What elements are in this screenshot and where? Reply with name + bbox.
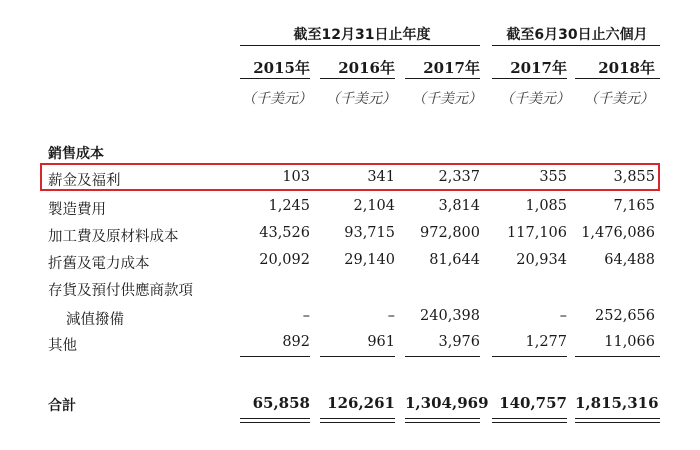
cell-2016: 341	[367, 169, 395, 185]
total-2016: 126,261	[327, 394, 395, 412]
cell-2017: 3,976	[438, 334, 480, 350]
cell-2015: 1,245	[268, 198, 310, 214]
header-year-2017-h1: 2017年	[510, 59, 567, 77]
header-group-rule-six-months	[492, 45, 660, 46]
cell-2017-h1: 355	[539, 169, 567, 185]
unit-label: （千美元）	[500, 91, 570, 107]
total-rule-upper	[575, 418, 660, 419]
cell-2016: –	[387, 308, 395, 324]
total-rule-upper	[492, 418, 567, 419]
total-2015: 65,858	[252, 394, 310, 412]
section-title: 銷售成本	[48, 146, 104, 162]
cell-2017-h1: 20,934	[516, 252, 567, 268]
total-rule-lower	[492, 422, 567, 423]
total-2018-h1: 1,815,316	[575, 394, 659, 412]
unit-label: （千美元）	[242, 91, 312, 107]
row-label: 製造費用	[48, 202, 106, 218]
header-group-year-end: 截至12月31日止年度	[293, 27, 431, 43]
total-2017: 1,304,969	[405, 394, 489, 412]
cell-2018-h1: 1,476,086	[581, 225, 655, 241]
cell-2017: 240,398	[420, 308, 480, 324]
cell-2015: 43,526	[259, 225, 310, 241]
total-rule-lower	[240, 422, 310, 423]
cell-2018-h1: 64,488	[604, 252, 655, 268]
row-label: 減值撥備	[66, 312, 124, 328]
subtotal-rule	[240, 356, 310, 357]
cell-2016: 93,715	[344, 225, 395, 241]
total-2017-h1: 140,757	[499, 394, 567, 412]
year-rule	[405, 78, 480, 79]
subtotal-rule	[492, 356, 567, 357]
cell-2017-h1: 1,085	[525, 198, 567, 214]
cell-2015: 103	[282, 169, 310, 185]
subtotal-rule	[320, 356, 395, 357]
header-group-rule-year-end	[240, 45, 480, 46]
total-rule-upper	[405, 418, 480, 419]
cell-2015: –	[302, 308, 310, 324]
year-rule	[575, 78, 660, 79]
cell-2015: 20,092	[259, 252, 310, 268]
cell-2017: 3,814	[438, 198, 480, 214]
row-label: 其他	[48, 338, 77, 354]
cell-2018-h1: 252,656	[595, 308, 655, 324]
cell-2016: 2,104	[353, 198, 395, 214]
cell-2018-h1: 3,855	[613, 169, 655, 185]
unit-label: （千美元）	[412, 91, 482, 107]
header-group-six-months: 截至6月30日止六個月	[506, 27, 648, 43]
header-year-2018-h1: 2018年	[598, 59, 655, 77]
subtotal-rule	[405, 356, 480, 357]
header-year-2015: 2015年	[253, 59, 310, 77]
cell-2017-h1: 117,106	[507, 225, 567, 241]
total-rule-lower	[405, 422, 480, 423]
cell-2017: 972,800	[420, 225, 480, 241]
row-label: 存貨及預付供應商款項	[48, 283, 193, 299]
cell-2018-h1: 7,165	[613, 198, 655, 214]
cell-2016: 29,140	[344, 252, 395, 268]
cell-2015: 892	[282, 334, 310, 350]
unit-label: （千美元）	[584, 91, 654, 107]
row-label: 折舊及電力成本	[48, 256, 150, 272]
cell-2017: 81,644	[429, 252, 480, 268]
row-label: 加工費及原材料成本	[48, 229, 179, 245]
cell-2017-h1: –	[559, 308, 567, 324]
cell-2016: 961	[367, 334, 395, 350]
unit-label: （千美元）	[326, 91, 396, 107]
subtotal-rule	[575, 356, 660, 357]
header-year-2017: 2017年	[423, 59, 480, 77]
total-rule-upper	[320, 418, 395, 419]
row-label: 薪金及福利	[48, 173, 121, 189]
cell-2017: 2,337	[438, 169, 480, 185]
cell-2018-h1: 11,066	[604, 334, 655, 350]
year-rule	[240, 78, 310, 79]
total-rule-lower	[320, 422, 395, 423]
total-rule-lower	[575, 422, 660, 423]
year-rule	[320, 78, 395, 79]
year-rule	[492, 78, 567, 79]
total-label: 合計	[48, 398, 76, 414]
total-rule-upper	[240, 418, 310, 419]
cell-2017-h1: 1,277	[525, 334, 567, 350]
header-year-2016: 2016年	[338, 59, 395, 77]
